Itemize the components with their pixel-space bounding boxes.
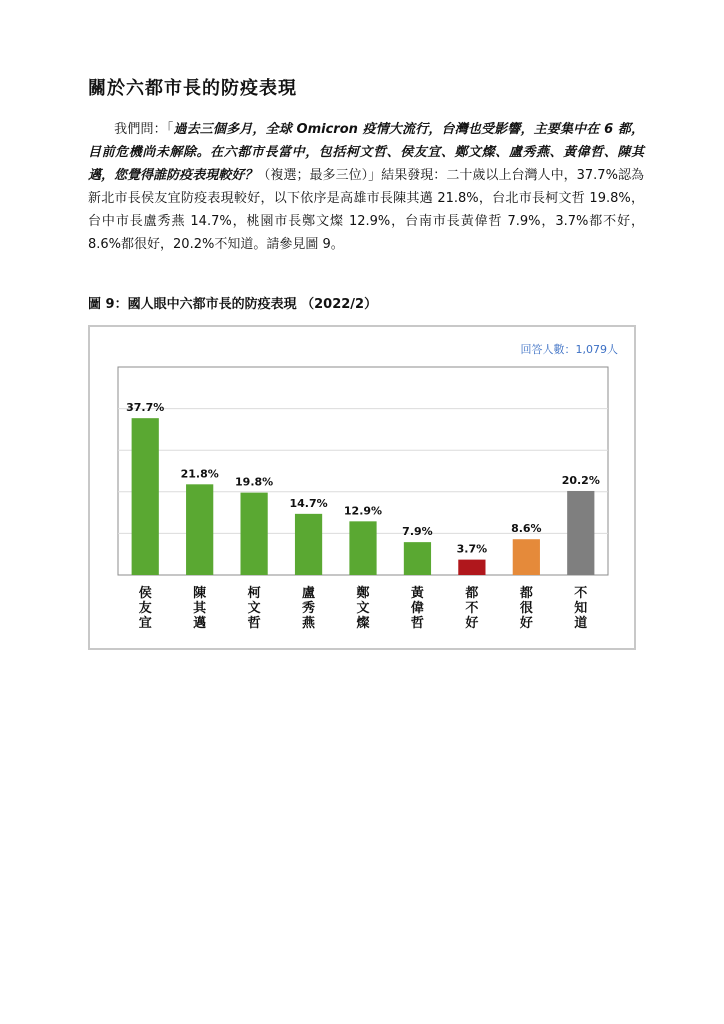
category-label: 侯友宜 xyxy=(138,586,152,631)
bar-value-label: 20.2% xyxy=(561,473,600,487)
bar xyxy=(513,539,540,575)
bar xyxy=(458,560,485,575)
bar-chart xyxy=(90,327,634,648)
bar-value-label: 8.6% xyxy=(511,522,542,536)
bar-value-label: 3.7% xyxy=(456,542,488,556)
bar-value-label: 14.7% xyxy=(289,496,328,510)
bar xyxy=(404,542,431,575)
bar xyxy=(295,514,322,575)
bar-value-label: 12.9% xyxy=(343,504,383,518)
category-label: 不知道 xyxy=(574,586,588,631)
bar xyxy=(186,484,213,575)
bar xyxy=(132,418,159,575)
survey-question: 過去三個多月，全球 Omicron 疫情大流行，台灣也受影響，主要集中在 6 都，目前危機尚未解除。在六都市長當中，包括柯文哲、侯友宜、鄭文燦、盧秀燕、黃偉哲、陳其邁，您覺得誰防疫表現較好？ xyxy=(88,122,644,183)
category-label: 盧秀燕 xyxy=(302,586,316,631)
bar xyxy=(241,493,268,575)
bar-value-label: 21.8% xyxy=(180,467,219,481)
chart-frame xyxy=(88,325,636,650)
bar-value-label: 19.8% xyxy=(235,475,274,489)
category-label: 柯文哲 xyxy=(247,586,261,631)
figure-caption: 圖 9：國人眼中六都市長的防疫表現 （2022/2） xyxy=(88,297,378,312)
bar-value-label: 7.9% xyxy=(402,525,433,539)
paragraph-findings: （複選；最多三位）」結果發現：二十歲以上台灣人中，37.7%認為新北市長侯友宜防疫表現較好，以下依序是高雄市長陳其邁 21.8%，台北市長柯文哲 19.8%，台中市長盧秀燕 14.7%，桃園市長鄭文燦 12.9%，台南市長黃偉哲 7.9%，3.7%都不好，8.6%都很好，20.2%不知道。請參見圖 9。 xyxy=(88,168,644,252)
bar xyxy=(567,491,594,575)
paragraph-intro: 我們問：「 xyxy=(114,122,174,137)
respondent-count: 回答人數：1,079人 xyxy=(520,343,618,356)
category-label: 都不好 xyxy=(465,586,479,631)
section-heading: 關於六都市長的防疫表現 xyxy=(88,78,297,99)
body-paragraph xyxy=(88,118,644,256)
category-label: 黃偉哲 xyxy=(410,586,424,631)
category-label: 都很好 xyxy=(519,586,533,631)
category-label: 鄭文燦 xyxy=(356,586,370,631)
category-label: 陳其邁 xyxy=(193,586,207,631)
bar-value-label: 37.7% xyxy=(126,401,165,415)
bar xyxy=(349,521,376,575)
